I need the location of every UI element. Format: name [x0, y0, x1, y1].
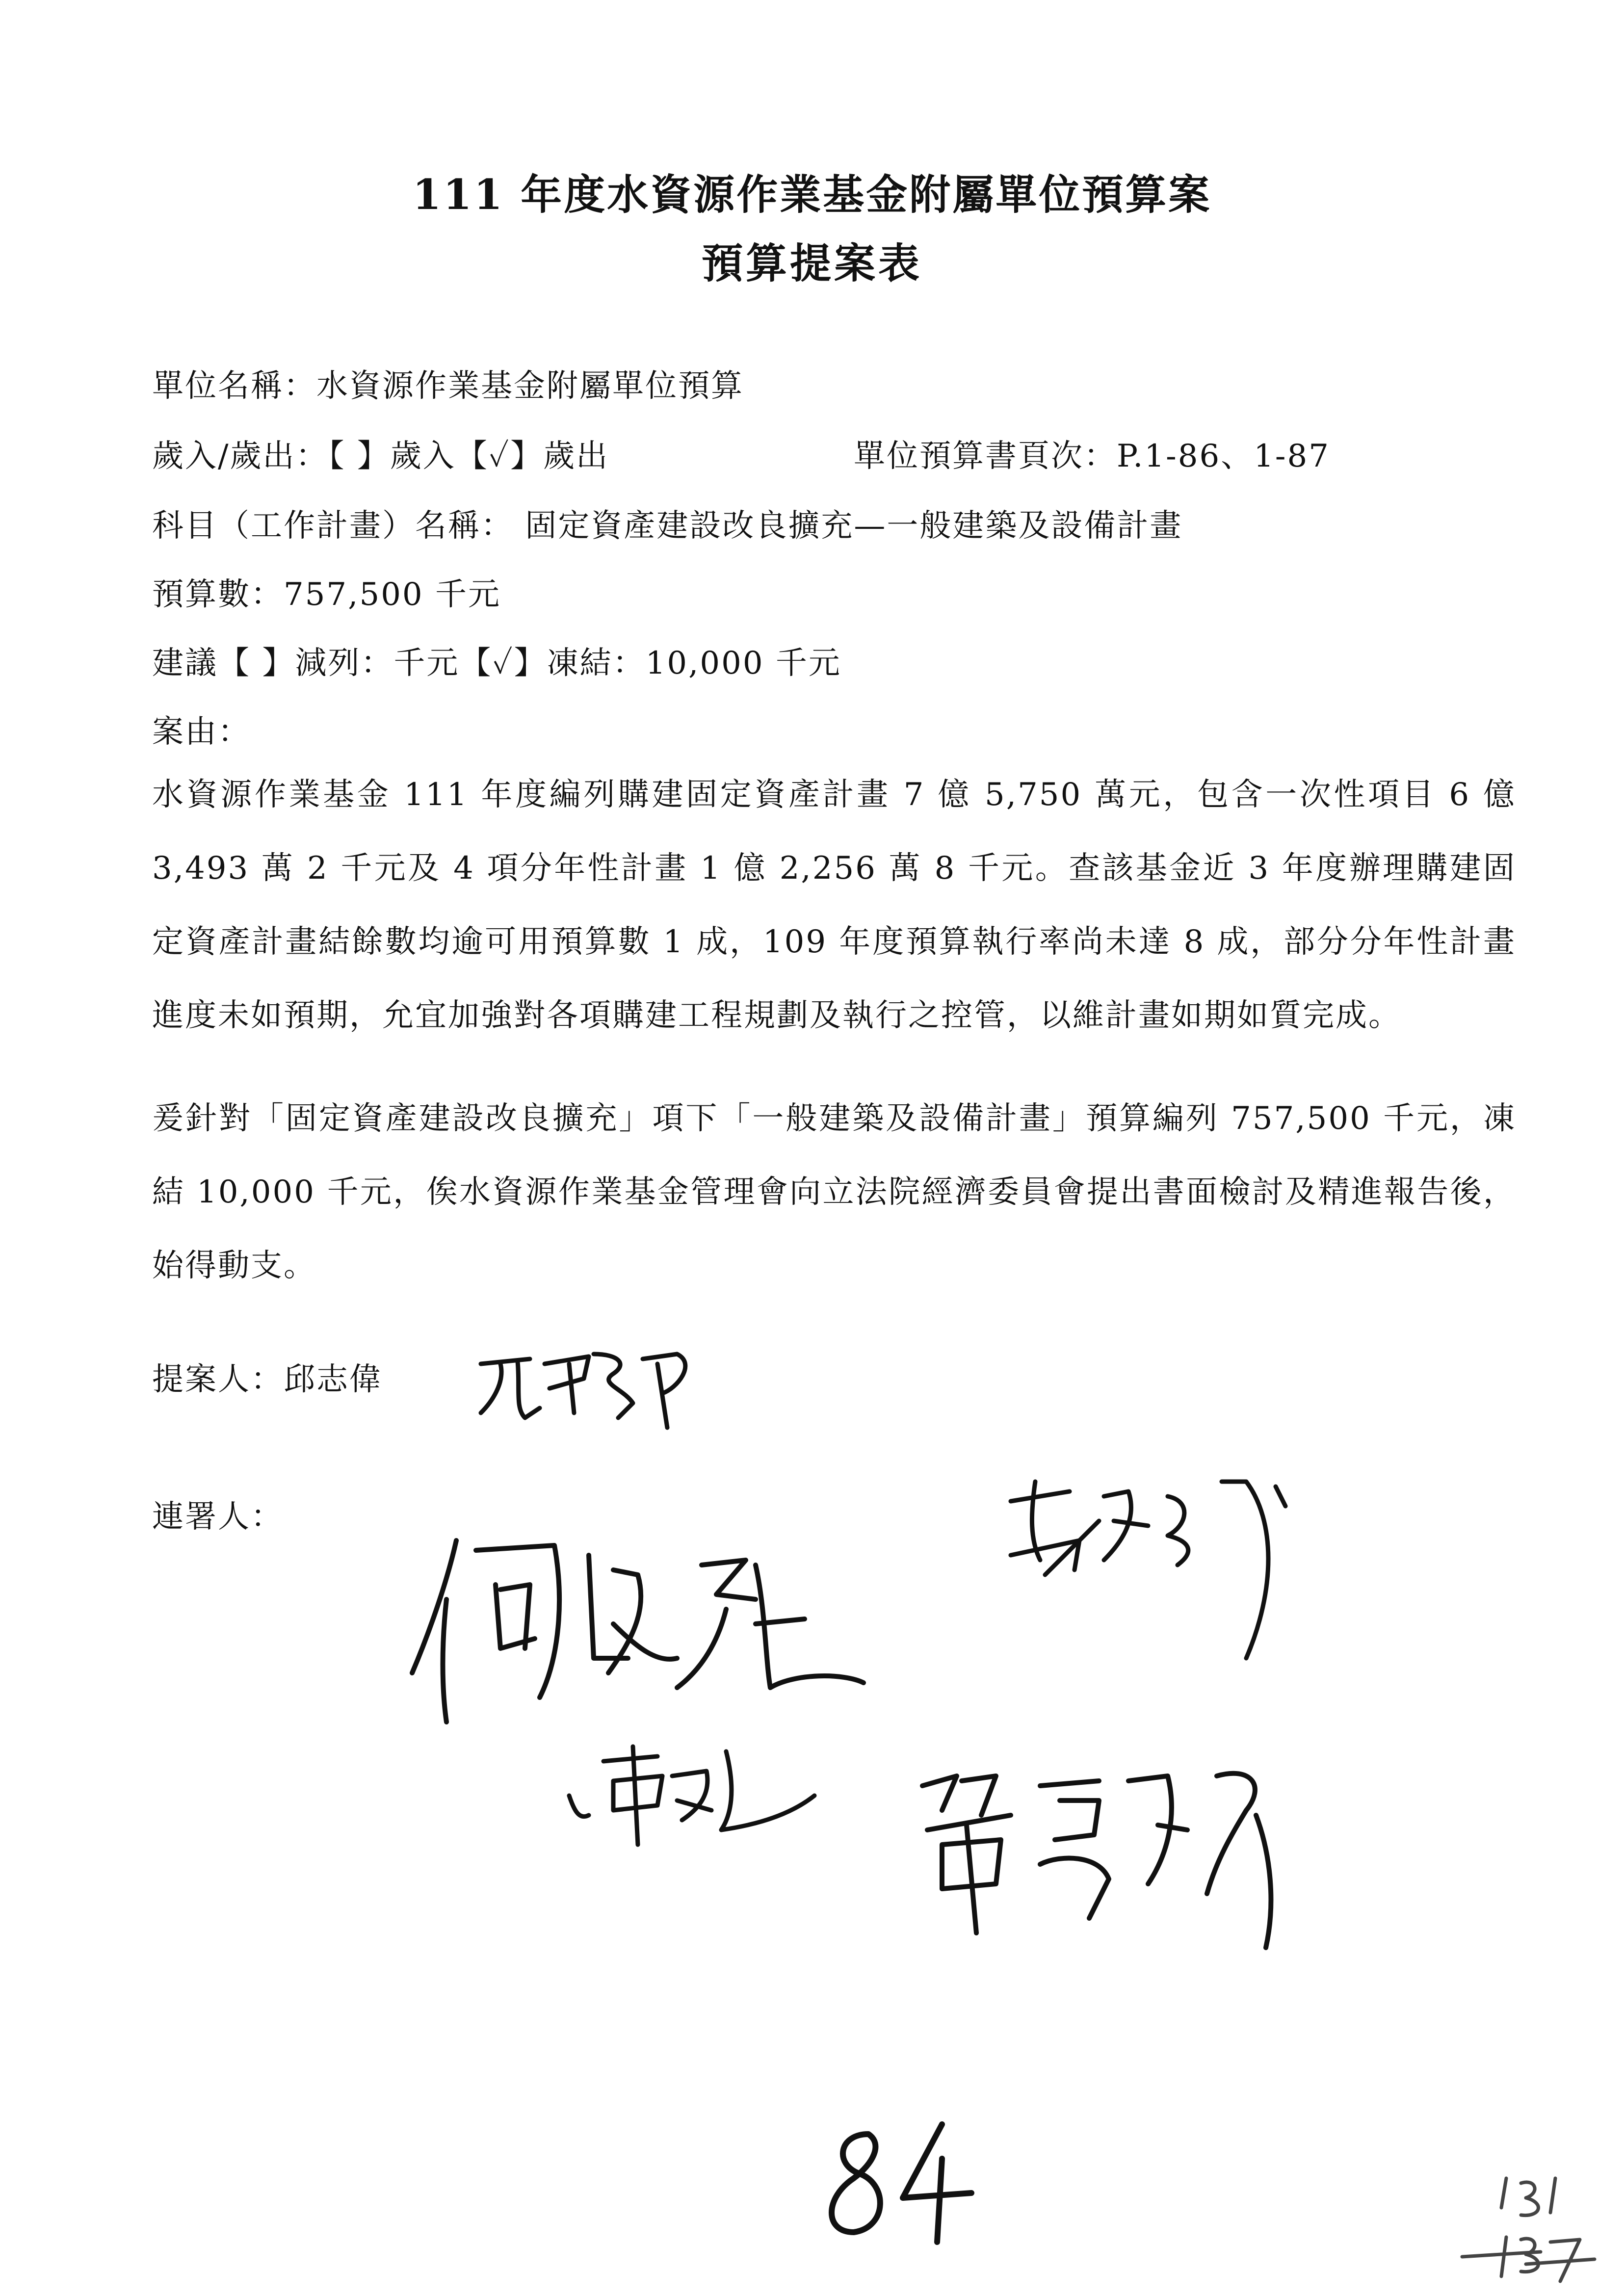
reason-paragraph-2: 爰針對「固定資產建設改良擴充」項下「一般建築及設備計畫」預算編列 757,500 千元，凍結 10,000 千元，俟水資源作業基金管理會向立法院經濟委員會提出書面檢討及精進報告後，始得動支。 — [152, 1100, 1516, 1284]
proposal-field: 建議【 】減列：千元【✓】凍結：10,000 千元 — [152, 645, 841, 681]
handwritten-page-number — [814, 2114, 976, 2252]
unit-name-field: 單位名稱：水資源作業基金附屬單位預算 — [152, 368, 744, 404]
reason-label: 案由： — [152, 714, 251, 750]
cosigners-label: 連署人： — [152, 1499, 284, 1535]
document-subtitle: 預算提案表 — [701, 239, 922, 287]
budget-amount-field: 預算數：757,500 千元 — [152, 576, 501, 613]
page-reference-field: 單位預算書頁次：P.1-86、1-87 — [854, 438, 1330, 474]
subject-field: 科目（工作計畫）名稱： 固定資產建設改良擴充—一般建築及設備計畫 — [152, 508, 1183, 544]
cosigner-signature-4 — [913, 1756, 1305, 1953]
reason-paragraph-1: 水資源作業基金 111 年度編列購建固定資產計畫 7 億 5,750 萬元，包含一次性項目 6 億 3,493 萬 2 千元及 4 項分年性計畫 1 億 2,256 萬 8 千元。查該基金近 3 年度辦理購建固定資產計畫結餘數均逾可用預算數 1 成，109 年度預算執行率尚未達 8 成，部分分年性計畫進度未如預期，允宜加強對各項購建工程規劃及執行之控管，以維計畫如期如質完成。 — [152, 777, 1516, 1034]
cosigner-signature-1 — [402, 1511, 873, 1747]
handwritten-corner-marks — [1452, 2168, 1599, 2286]
cosigner-signature-3 — [559, 1732, 824, 1850]
cosigner-signature-2 — [1001, 1462, 1305, 1673]
proposer-signature — [471, 1334, 707, 1433]
income-expense-field: 歲入/歲出：【 】歲入【✓】歲出 — [152, 438, 609, 474]
proposer-label: 提案人：邱志偉 — [152, 1361, 382, 1398]
document-title: 111 年度水資源作業基金附屬單位預算案 — [412, 170, 1212, 219]
